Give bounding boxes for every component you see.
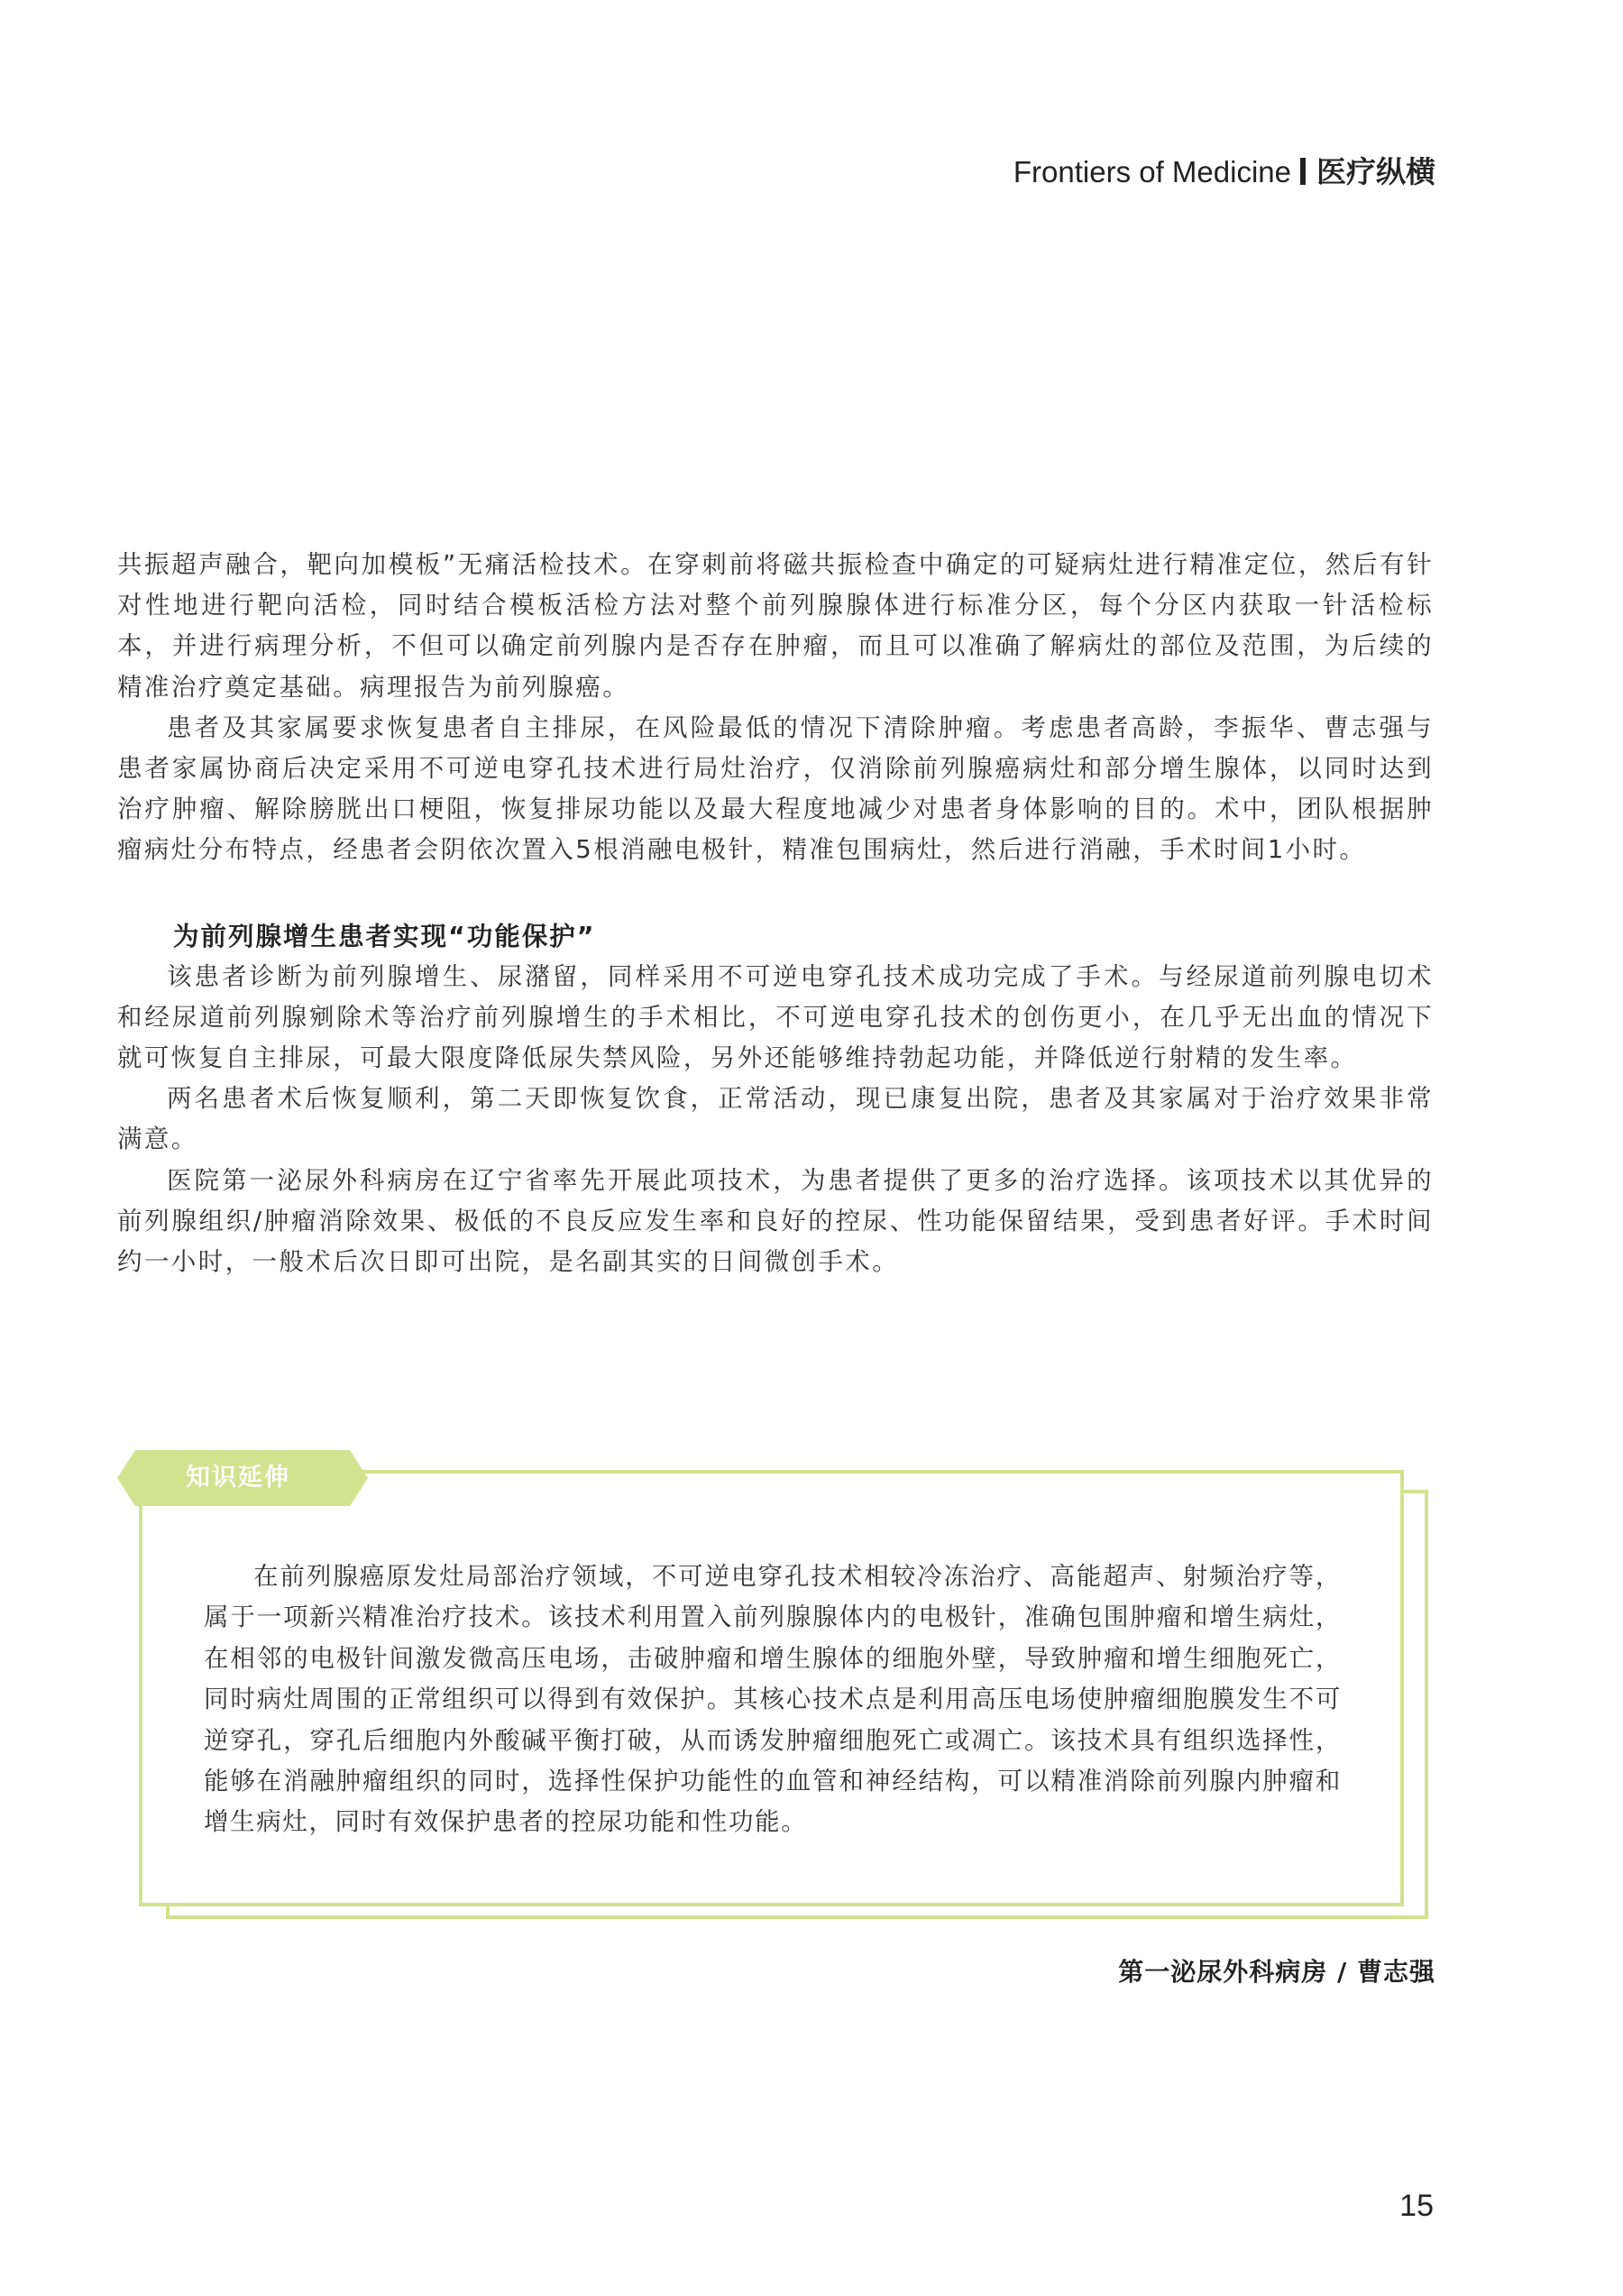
header-separator	[1300, 158, 1306, 185]
body-paragraph: 该患者诊断为前列腺增生、尿潴留，同样采用不可逆电穿孔技术成功完成了手术。与经尿道前列腺电切术和经尿道前列腺剜除术等治疗前列腺增生的手术相比，不可逆电穿孔技术的创伤更小，在几乎无出血的情况下就可恢复自主排尿，可最大限度降低尿失禁风险，另外还能够维持勃起功能，并降低逆行射精的发生率。	[117, 961, 1434, 1073]
sidebar-text: 在前列腺癌原发灶局部治疗领域，不可逆电穿孔技术相较冷冻治疗、高能超声、射频治疗等，属于一项新兴精准治疗技术。该技术利用置入前列腺腺体内的电极针，准确包围肿瘤和增生病灶，在相邻的电极针间激发微高压电场，击破肿瘤和增生腺体的细胞外壁，导致肿瘤和增生细胞死亡，同时病灶周围的正常组织可以得到有效保护。其核心技术点是利用高压电场使肿瘤细胞膜发生不可逆穿孔，穿孔后细胞内外酸碱平衡打破，从而诱发肿瘤细胞死亡或凋亡。该技术具有组织选择性，能够在消融肿瘤组织的同时，选择性保护功能性的血管和神经结构，可以精准消除前列腺内肿瘤和增生病灶，同时有效保护患者的控尿功能和性功能。	[204, 1562, 1342, 1837]
body-paragraph: 共振超声融合，靶向加模板”无痛活检技术。在穿刺前将磁共振检查中确定的可疑病灶进行精准定位，然后有针对性地进行靶向活检，同时结合模板活检方法对整个前列腺腺体进行标准分区，每个分区内获取一针活检标本，并进行病理分析，不但可以确定前列腺内是否存在肿瘤，而且可以准确了解病灶的部位及范围，为后续的精准治疗奠定基础。病理报告为前列腺癌。	[117, 550, 1434, 702]
page-number: 15	[1399, 2189, 1434, 2223]
article-body	[117, 545, 1434, 1282]
body-paragraph: 医院第一泌尿外科病房在辽宁省率先开展此项技术，为患者提供了更多的治疗选择。该项技术以其优异的前列腺组织/肿瘤消除效果、极低的不良反应发生率和良好的控尿、性功能保留结果，受到患者好评。手术时间约一小时，一般术后次日即可出院，是名副其实的日间微创手术。	[117, 1165, 1434, 1277]
header-title-en: Frontiers of Medicine	[1013, 155, 1291, 188]
header-title-zh: 医疗纵横	[1316, 154, 1435, 189]
knowledge-sidebar	[117, 1450, 1434, 1928]
author-byline: 第一泌尿外科病房 / 曹志强	[1118, 1957, 1435, 1987]
running-header	[1013, 152, 1435, 193]
body-paragraph: 患者及其家属要求恢复患者自主排尿，在风险最低的情况下清除肿瘤。考虑患者高龄，李振华、曹志强与患者家属协商后决定采用不可逆电穿孔技术进行局灶治疗，仅消除前列腺癌病灶和部分增生腺体，以同时达到治疗肿瘤、解除膀胱出口梗阻，恢复排尿功能以及最大程度地减少对患者身体影响的目的。术中，团队根据肿瘤病灶分布特点，经患者会阴依次置入5根消融电极针，精准包围病灶，然后进行消融，手术时间1小时。	[117, 712, 1434, 865]
body-paragraph: 两名患者术后恢复顺利，第二天即恢复饮食，正常活动，现已康复出院，患者及其家属对于治疗效果非常满意。	[117, 1084, 1434, 1154]
sidebar-tag-label: 知识延伸	[186, 1464, 290, 1492]
section-heading: 为前列腺增生患者实现“功能保护”	[173, 921, 596, 951]
